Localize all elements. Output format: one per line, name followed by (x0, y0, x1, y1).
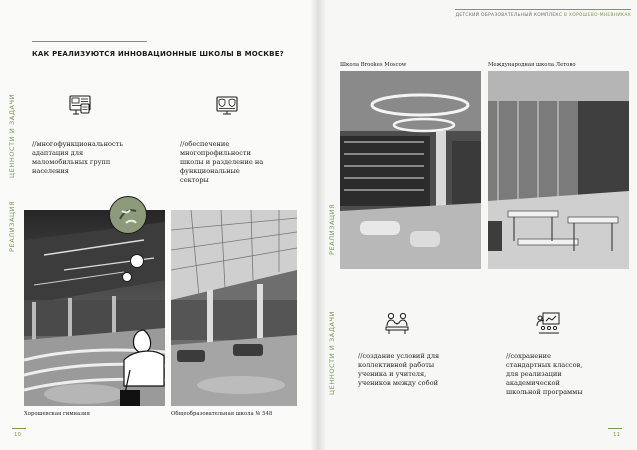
thought-bubble-small (122, 272, 132, 282)
vertical-label-values-right: ЦЕННОСТИ И ЗАДАЧИ (328, 310, 336, 395)
feature-line: секторы (180, 176, 209, 184)
left-page (0, 0, 318, 450)
feature-line: населения (32, 167, 69, 175)
feature-line: для реализации (506, 370, 562, 378)
header-highlight: В ХОРОШЕВО-МНЕВНИКАХ (563, 13, 631, 18)
thought-bubble-large (130, 254, 144, 268)
header-rule (455, 9, 631, 10)
feature-line: академической (506, 379, 560, 387)
feature-line: //многофункциональность (32, 140, 123, 148)
page-number-left: 10 (14, 432, 21, 438)
feature-text-4 (506, 352, 583, 397)
heading-rule (32, 41, 147, 42)
right-page (318, 0, 637, 450)
page-number-rule-right (608, 428, 622, 429)
feature-line: коллективной работы (358, 361, 435, 369)
page-heading: КАК РЕАЛИЗУЮТСЯ ИННОВАЦИОННЫЕ ШКОЛЫ В МОСКВЕ? (32, 50, 284, 58)
feature-text-2 (180, 140, 263, 185)
photo-khoroshevo-gymnasium (24, 210, 165, 406)
feature-line: //создание условий для (358, 352, 440, 360)
book-gutter (310, 0, 326, 450)
computer-layout-icon (67, 92, 93, 118)
caption-khoroshevo-gymnasium: Хорошевская гимназия (24, 411, 90, 417)
monitor-shield-icon (214, 92, 240, 118)
feature-text-3 (358, 352, 439, 388)
caption-brookes-moscow: Школа Brookes Moscow (340, 62, 407, 68)
header-main: ДЕТСКИЙ ОБРАЗОВАТЕЛЬНЫЙ КОМПЛЕКС (455, 13, 563, 18)
feature-line: ученика и учителя, (358, 370, 427, 378)
feature-line: учеников между собой (358, 379, 438, 387)
vertical-label-values: ЦЕННОСТИ И ЗАДАЧИ (8, 93, 16, 178)
feature-line: стандартных классов, (506, 361, 583, 369)
classroom-board-icon (535, 310, 561, 336)
feature-line: функциональные (180, 167, 240, 175)
page-number-rule-left (12, 428, 26, 429)
caption-school-548: Общеобразовательная школа № 548 (171, 411, 273, 417)
feature-line: школьной программы (506, 388, 583, 396)
collaboration-icon (384, 310, 410, 336)
feature-line: маломобильных групп (32, 158, 111, 166)
feature-line: //обеспечение (180, 140, 230, 148)
running-header (456, 13, 631, 18)
vertical-label-realization-right: РЕАЛИЗАЦИЯ (328, 203, 336, 255)
feature-line: адаптация для (32, 149, 84, 157)
photo-letovo (488, 71, 629, 269)
feature-line: многопрофильности (180, 149, 251, 157)
vertical-label-realization: РЕАЛИЗАЦИЯ (8, 200, 16, 252)
photo-school-548 (171, 210, 297, 406)
plant-bubble (109, 196, 147, 234)
feature-text-1 (32, 140, 123, 176)
caption-letovo: Международная школа Летово (488, 62, 576, 68)
page-number-right: 11 (613, 432, 620, 438)
feature-line: //сохранение (506, 352, 551, 360)
feature-line: школы и разделение на (180, 158, 264, 166)
photo-brookes-moscow (340, 71, 481, 269)
